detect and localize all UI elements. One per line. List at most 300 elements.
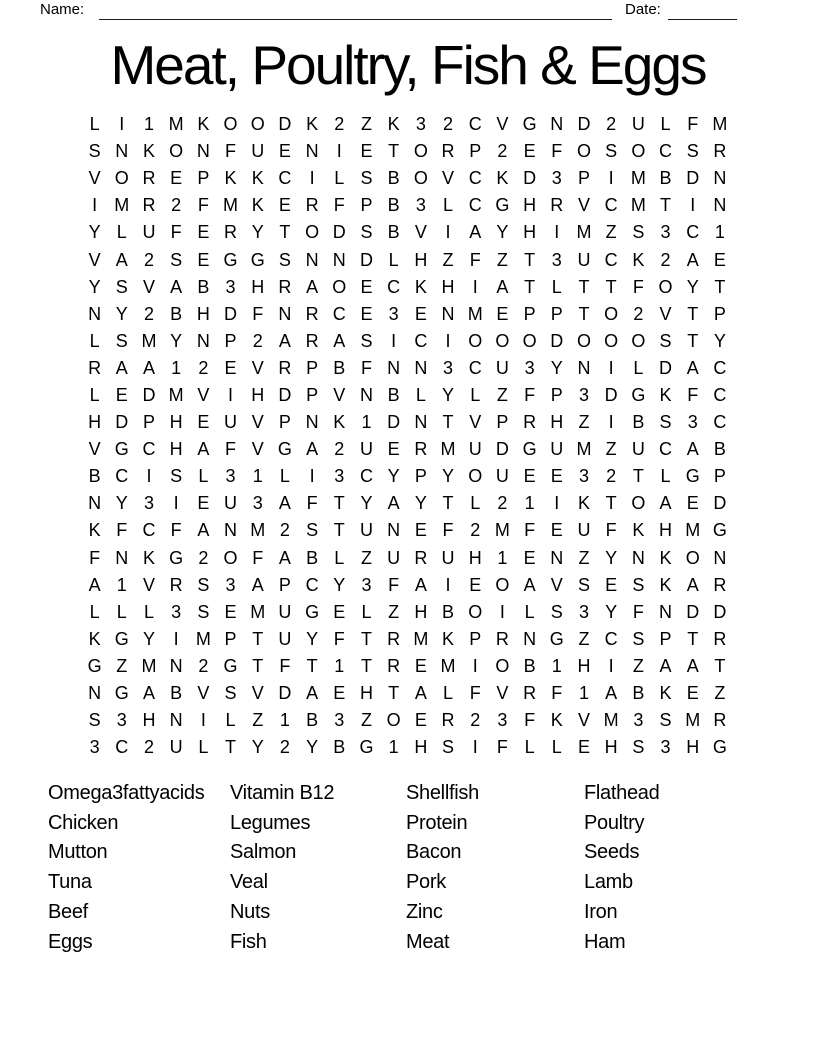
grid-cell: E [414, 655, 427, 676]
grid-cell: E [550, 520, 563, 541]
grid-cell: E [115, 384, 128, 405]
grid-cell: K [632, 520, 645, 541]
grid-cell: I [391, 330, 397, 351]
grid-cell: T [360, 628, 372, 649]
word-item: Pork [406, 871, 446, 894]
grid-cell: P [469, 628, 482, 649]
grid-cell: F [252, 303, 264, 324]
grid-cell: E [170, 168, 183, 189]
grid-cell: E [333, 683, 346, 704]
grid-cell: O [604, 303, 619, 324]
grid-cell: Z [360, 114, 372, 135]
grid-cell: T [388, 683, 400, 704]
grid-cell: H [414, 601, 428, 622]
grid-cell: I [173, 628, 179, 649]
grid-cell: E [360, 141, 373, 162]
grid-cell: 2 [606, 466, 617, 487]
grid-cell: P [577, 168, 590, 189]
grid-cell: C [604, 195, 618, 216]
grid-cell: N [414, 412, 428, 433]
grid-cell: S [659, 710, 672, 731]
word-item: Omega3fattyacids [48, 782, 205, 804]
grid-cell: F [333, 628, 345, 649]
grid-cell: U [550, 439, 564, 460]
grid-cell: 3 [660, 737, 671, 758]
grid-cell: F [469, 683, 481, 704]
grid-cell: D [604, 384, 618, 405]
grid-cell: U [278, 601, 292, 622]
grid-cell: 1 [388, 737, 399, 758]
grid-cell: N [88, 303, 102, 324]
grid-cell: G [114, 683, 129, 704]
grid-cell: M [576, 222, 592, 243]
grid-cell: A [306, 276, 319, 297]
grid-cell: C [713, 357, 727, 378]
grid-cell: Z [632, 655, 644, 676]
grid-cell: Y [251, 222, 264, 243]
grid-cell: R [523, 412, 537, 433]
word-list [48, 779, 764, 957]
grid-cell: N [305, 412, 319, 433]
grid-cell: N [196, 141, 210, 162]
grid-cell: A [115, 249, 128, 270]
grid-cell: Z [605, 222, 617, 243]
grid-cell: H [604, 737, 618, 758]
grid-cell: 3 [551, 168, 562, 189]
grid-cell: Y [387, 466, 400, 487]
grid-cell: N [359, 384, 373, 405]
grid-cell: D [659, 357, 673, 378]
grid-cell: B [170, 683, 183, 704]
grid-cell: M [223, 195, 239, 216]
grid-cell: C [387, 276, 401, 297]
grid-cell: R [278, 276, 292, 297]
grid-cell: K [251, 195, 264, 216]
grid-cell: L [334, 547, 345, 568]
grid-cell: E [197, 249, 210, 270]
grid-cell: K [442, 628, 455, 649]
grid-cell: I [309, 168, 315, 189]
grid-cell: O [604, 330, 619, 351]
grid-cell: C [305, 574, 319, 595]
grid-cell: A [278, 330, 291, 351]
grid-cell: A [496, 276, 509, 297]
grid-cell: E [197, 412, 210, 433]
grid-cell: 1 [171, 357, 182, 378]
grid-cell: K [550, 710, 563, 731]
grid-cell: T [660, 195, 672, 216]
grid-cell: E [523, 141, 536, 162]
grid-cell: A [686, 439, 699, 460]
grid-cell: 3 [415, 195, 426, 216]
grid-cell: E [224, 357, 237, 378]
grid-cell: P [224, 330, 237, 351]
grid-cell: N [88, 493, 102, 514]
grid-cell: P [197, 168, 210, 189]
grid-cell: E [197, 222, 210, 243]
grid-cell: K [659, 384, 672, 405]
grid-cell: P [469, 141, 482, 162]
grid-cell: R [713, 710, 727, 731]
grid-cell: K [88, 628, 101, 649]
grid-cell: E [360, 276, 373, 297]
grid-cell: N [169, 655, 183, 676]
grid-cell: U [631, 439, 645, 460]
grid-cell: 1 [361, 412, 372, 433]
grid-cell: I [445, 222, 451, 243]
grid-cell: V [577, 195, 590, 216]
grid-cell: A [306, 683, 319, 704]
grid-cell: M [413, 628, 429, 649]
grid-cell: Y [115, 303, 128, 324]
grid-cell: A [523, 574, 536, 595]
grid-cell: E [577, 737, 590, 758]
grid-cell: 3 [225, 466, 236, 487]
grid-cell: R [414, 547, 428, 568]
grid-cell: V [659, 303, 672, 324]
grid-cell: A [115, 357, 128, 378]
grid-cell: F [469, 249, 481, 270]
grid-cell: R [142, 168, 156, 189]
grid-cell: A [142, 357, 155, 378]
grid-cell: G [277, 439, 292, 460]
grid-cell: L [524, 737, 535, 758]
grid-cell: M [250, 520, 266, 541]
grid-cell: N [332, 249, 346, 270]
grid-cell: A [605, 683, 618, 704]
grid-cell: C [115, 466, 129, 487]
grid-cell: L [334, 168, 345, 189]
grid-cell: R [169, 574, 183, 595]
grid-cell: G [522, 439, 537, 460]
grid-cell: Y [88, 276, 101, 297]
grid-cell: R [713, 141, 727, 162]
grid-cell: T [578, 303, 590, 324]
grid-cell: M [467, 303, 483, 324]
grid-cell: R [713, 628, 727, 649]
grid-cell: I [309, 466, 315, 487]
grid-cell: T [605, 276, 617, 297]
word-item: Flathead [584, 782, 660, 804]
grid-cell: V [197, 683, 210, 704]
grid-cell: O [386, 710, 401, 731]
grid-cell: K [333, 412, 346, 433]
grid-cell: A [659, 655, 672, 676]
grid-cell: H [523, 222, 537, 243]
word-item: Beef [48, 900, 88, 923]
grid-cell: D [224, 303, 238, 324]
grid-cell: L [443, 683, 454, 704]
grid-cell: E [469, 574, 482, 595]
grid-cell: F [524, 710, 536, 731]
grid-cell: N [278, 303, 292, 324]
grid-cell: C [468, 114, 482, 135]
grid-cell: I [499, 601, 505, 622]
grid-cell: E [360, 303, 373, 324]
grid-cell: S [632, 222, 645, 243]
date-blank-line [668, 0, 737, 20]
grid-cell: M [576, 439, 592, 460]
grid-cell: D [686, 601, 700, 622]
grid-cell: V [251, 412, 264, 433]
grid-cell: D [686, 168, 700, 189]
grid-cell: Y [496, 222, 509, 243]
grid-cell: 3 [171, 601, 182, 622]
grid-cell: I [228, 384, 234, 405]
grid-cell: S [306, 520, 319, 541]
grid-cell: 3 [578, 466, 589, 487]
grid-cell: F [632, 276, 644, 297]
grid-cell: L [660, 466, 671, 487]
word-item: Seeds [584, 841, 640, 864]
grid-cell: C [468, 357, 482, 378]
grid-cell: 3 [143, 493, 154, 514]
grid-cell: B [306, 710, 319, 731]
grid-cell: F [116, 520, 128, 541]
grid-cell: I [200, 710, 206, 731]
grid-cell: E [605, 574, 618, 595]
grid-cell: 3 [334, 710, 345, 731]
grid-cell: P [306, 384, 319, 405]
grid-cell: P [523, 303, 536, 324]
grid-cell: A [686, 357, 699, 378]
word-item: Vitamin B12 [230, 782, 335, 804]
grid-cell: O [495, 655, 510, 676]
grid-cell: B [197, 276, 210, 297]
grid-cell: M [685, 520, 701, 541]
grid-cell: D [495, 439, 509, 460]
grid-cell: E [523, 547, 536, 568]
grid-cell: F [687, 384, 699, 405]
grid-cell: I [608, 655, 614, 676]
grid-cell: P [278, 574, 291, 595]
grid-cell: O [576, 141, 591, 162]
grid-cell: A [686, 574, 699, 595]
grid-cell: C [468, 168, 482, 189]
grid-cell: G [114, 628, 129, 649]
grid-cell: A [659, 493, 672, 514]
grid-cell: O [658, 276, 673, 297]
grid-cell: E [278, 141, 291, 162]
grid-cell: S [659, 330, 672, 351]
grid-cell: S [115, 330, 128, 351]
grid-cell: Y [605, 601, 618, 622]
grid-cell: I [554, 222, 560, 243]
word-item: Iron [584, 900, 618, 923]
grid-cell: Y [251, 737, 264, 758]
word-column [230, 779, 406, 957]
grid-cell: N [713, 168, 727, 189]
grid-cell: D [332, 222, 346, 243]
grid-cell: V [142, 574, 155, 595]
grid-cell: M [141, 655, 157, 676]
grid-cell: Z [496, 249, 508, 270]
grid-cell: T [578, 276, 590, 297]
grid-cell: A [88, 574, 101, 595]
grid-cell: S [632, 737, 645, 758]
grid-cell: Y [550, 357, 563, 378]
grid-cell: N [523, 628, 537, 649]
grid-cell: Y [442, 384, 455, 405]
grid-cell: 1 [551, 655, 562, 676]
grid-cell: 3 [443, 357, 454, 378]
word-item: Meat [406, 930, 450, 953]
grid-cell: B [713, 439, 726, 460]
grid-cell: T [306, 655, 318, 676]
grid-cell: O [468, 601, 483, 622]
grid-cell: F [442, 520, 454, 541]
grid-cell: V [496, 683, 509, 704]
grid-cell: S [278, 249, 291, 270]
word-item: Salmon [230, 841, 297, 864]
grid-cell: L [225, 710, 236, 731]
grid-cell: B [523, 655, 536, 676]
grid-cell: Z [578, 412, 590, 433]
letter-grid [81, 111, 734, 761]
grid-cell: K [306, 114, 319, 135]
grid-cell: 2 [497, 493, 508, 514]
grid-cell: T [252, 655, 264, 676]
grid-cell: G [712, 737, 727, 758]
grid-cell: 3 [89, 737, 100, 758]
word-item: Eggs [48, 930, 93, 953]
grid-cell: P [659, 628, 672, 649]
word-item: Lamb [584, 871, 633, 894]
grid-cell: E [333, 601, 346, 622]
grid-cell: O [576, 330, 591, 351]
grid-cell: 3 [578, 384, 589, 405]
grid-cell: D [713, 601, 727, 622]
grid-cell: 1 [578, 683, 589, 704]
grid-cell: I [554, 493, 560, 514]
grid-cell: A [333, 330, 346, 351]
grid-cell: G [223, 249, 238, 270]
grid-cell: S [88, 710, 101, 731]
grid-cell: R [550, 195, 564, 216]
grid-cell: K [577, 493, 590, 514]
grid-cell: B [632, 412, 645, 433]
grid-cell: U [577, 249, 591, 270]
grid-cell: V [496, 114, 509, 135]
grid-cell: G [685, 466, 700, 487]
grid-cell: D [142, 384, 156, 405]
grid-cell: F [225, 141, 237, 162]
grid-cell: K [88, 520, 101, 541]
grid-cell: C [332, 303, 346, 324]
grid-cell: O [223, 547, 238, 568]
grid-cell: R [441, 710, 455, 731]
grid-cell: N [169, 710, 183, 731]
grid-cell: T [605, 493, 617, 514]
grid-cell: E [414, 520, 427, 541]
grid-cell: V [251, 357, 264, 378]
grid-cell: Y [306, 737, 319, 758]
grid-cell: 3 [524, 357, 535, 378]
grid-cell: C [142, 439, 156, 460]
grid-cell: N [713, 195, 727, 216]
grid-cell: A [278, 547, 291, 568]
grid-cell: V [550, 574, 563, 595]
grid-cell: F [605, 520, 617, 541]
grid-cell: S [605, 141, 618, 162]
grid-cell: F [252, 547, 264, 568]
grid-cell: L [89, 384, 100, 405]
grid-cell: 3 [415, 114, 426, 135]
grid-cell: R [495, 628, 509, 649]
page-title: Meat, Poultry, Fish & Eggs [110, 34, 706, 96]
grid-cell: F [225, 439, 237, 460]
grid-cell: I [92, 195, 98, 216]
grid-cell: F [524, 520, 536, 541]
grid-cell: 2 [198, 357, 209, 378]
grid-cell: Y [306, 628, 319, 649]
grid-cell: U [169, 737, 183, 758]
word-item: Protein [406, 811, 468, 834]
grid-cell: E [713, 249, 726, 270]
grid-cell: O [413, 168, 428, 189]
grid-cell: F [306, 493, 318, 514]
grid-cell: N [88, 683, 102, 704]
grid-cell: V [88, 439, 101, 460]
grid-cell: H [441, 276, 455, 297]
grid-cell: S [88, 141, 101, 162]
grid-cell: T [442, 412, 454, 433]
grid-cell: S [442, 737, 455, 758]
grid-cell: K [142, 547, 155, 568]
grid-cell: B [632, 683, 645, 704]
grid-cell: U [387, 547, 401, 568]
grid-cell: 2 [334, 114, 345, 135]
grid-cell: U [142, 222, 156, 243]
grid-cell: A [387, 493, 400, 514]
grid-cell: E [523, 466, 536, 487]
grid-cell: I [690, 195, 696, 216]
grid-cell: O [631, 330, 646, 351]
grid-cell: P [306, 357, 319, 378]
grid-cell: H [88, 412, 102, 433]
grid-cell: D [278, 683, 292, 704]
grid-cell: 2 [198, 655, 209, 676]
grid-cell: F [170, 222, 182, 243]
grid-cell: I [445, 330, 451, 351]
grid-cell: B [306, 547, 319, 568]
grid-cell: 3 [551, 249, 562, 270]
grid-cell: P [550, 384, 563, 405]
grid-cell: S [686, 141, 699, 162]
grid-cell: 3 [334, 466, 345, 487]
grid-cell: P [414, 466, 427, 487]
grid-cell: 3 [252, 493, 263, 514]
grid-cell: P [496, 412, 509, 433]
grid-cell: R [142, 195, 156, 216]
grid-cell: I [445, 574, 451, 595]
grid-cell: E [686, 493, 699, 514]
grid-cell: 3 [225, 574, 236, 595]
grid-cell: R [305, 330, 319, 351]
grid-cell: C [604, 249, 618, 270]
grid-cell: C [713, 412, 727, 433]
grid-cell: G [522, 114, 537, 135]
grid-cell: 3 [687, 412, 698, 433]
grid-cell: M [603, 710, 619, 731]
grid-cell: 1 [714, 222, 725, 243]
grid-cell: R [88, 357, 102, 378]
grid-cell: C [359, 466, 373, 487]
grid-cell: B [387, 222, 400, 243]
grid-cell: T [333, 493, 345, 514]
grid-cell: H [550, 412, 564, 433]
grid-cell: U [278, 628, 292, 649]
